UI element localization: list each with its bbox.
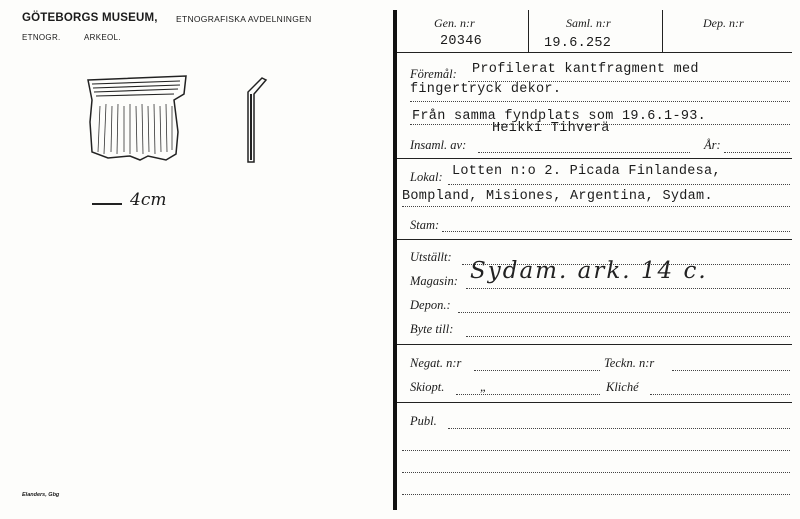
dotted-line <box>402 472 790 473</box>
dotted-line <box>650 394 790 395</box>
scale-bar <box>92 203 122 205</box>
printer-mark: Elanders, Gbg <box>22 492 60 498</box>
section-rule <box>397 158 792 159</box>
dotted-line <box>466 288 790 289</box>
scale-label: 4cm <box>130 190 167 210</box>
insaml-av-value: Heikki Tihverä <box>492 121 610 136</box>
utstallt-label: Utställt: <box>410 250 452 264</box>
gen-nr-label: Gen. n:r <box>434 16 475 30</box>
kliche-label: Kliché <box>606 380 639 394</box>
dotted-line <box>672 370 790 371</box>
publ-label: Publ. <box>410 414 437 428</box>
dotted-line <box>456 394 600 395</box>
foremal-label: Föremål: <box>410 67 457 81</box>
section-rule <box>397 239 792 240</box>
foremal-value-line2: fingertryck dekor. <box>410 82 562 97</box>
sherd-sketch <box>78 72 278 172</box>
dotted-line <box>448 428 790 429</box>
gen-nr-value: 20346 <box>440 34 483 49</box>
insaml-av-label: Insaml. av: <box>410 138 467 152</box>
stam-label: Stam: <box>410 218 440 232</box>
dotted-line <box>458 312 790 313</box>
dotted-line <box>402 450 790 451</box>
dotted-line <box>478 152 690 153</box>
card-divider <box>393 10 397 510</box>
lokal-label: Lokal: <box>410 170 443 184</box>
arkeol-label: ARKEOL. <box>84 33 121 42</box>
saml-nr-value: 19.6.252 <box>544 36 612 51</box>
museum-name: GÖTEBORGS MUSEUM, <box>22 12 158 24</box>
section-rule <box>397 402 792 403</box>
dotted-line <box>466 336 790 337</box>
etnogr-label: ETNOGR. <box>22 33 61 42</box>
dotted-line <box>410 101 790 102</box>
saml-nr-label: Saml. n:r <box>566 16 611 30</box>
negat-nr-label: Negat. n:r <box>410 356 462 370</box>
depon-label: Depon.: <box>410 298 451 312</box>
skiopt-label: Skiopt. <box>410 380 445 394</box>
dotted-line <box>474 370 600 371</box>
teckn-nr-label: Teckn. n:r <box>604 356 655 370</box>
foremal-value-line1: Profilerat kantfragment med <box>472 62 699 77</box>
header-divider <box>528 10 529 52</box>
magasin-value: Sydam. ark. 14 c. <box>470 258 708 284</box>
dotted-line <box>724 152 790 153</box>
dep-nr-label: Dep. n:r <box>703 16 744 30</box>
byte-till-label: Byte till: <box>410 322 454 336</box>
lokal-value-line2: Bompland, Misiones, Argentina, Sydam. <box>402 189 713 204</box>
section-rule <box>397 344 792 345</box>
magasin-label: Magasin: <box>410 274 458 288</box>
skiopt-ditto: „ <box>480 380 487 394</box>
header-divider <box>662 10 663 52</box>
dotted-line <box>442 231 790 232</box>
ar-label: År: <box>704 138 721 152</box>
header-rule <box>397 52 792 53</box>
dotted-line <box>448 184 790 185</box>
dotted-line <box>402 206 790 207</box>
lokal-value-line1: Lotten n:o 2. Picada Finlandesa, <box>452 164 721 179</box>
dotted-line <box>402 494 790 495</box>
department-name: ETNOGRAFISKA AVDELNINGEN <box>176 14 312 24</box>
foremal-value-line3: Från samma fyndplats som 19.6.1-93. <box>412 109 707 124</box>
